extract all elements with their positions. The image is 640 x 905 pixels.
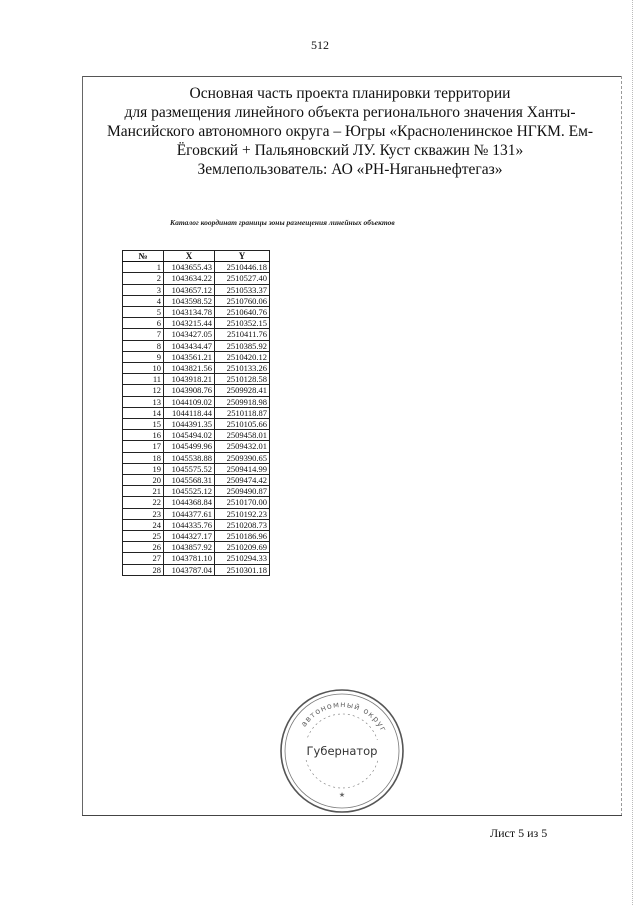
cell-number: 6 xyxy=(123,318,164,329)
table-row xyxy=(123,486,270,497)
cell-number: 18 xyxy=(123,452,164,463)
table-row xyxy=(123,508,270,519)
cell-x: 1043655.43 xyxy=(164,262,215,273)
table-row xyxy=(123,307,270,318)
column-header-number: № xyxy=(123,251,164,262)
page-number: 512 xyxy=(311,38,329,52)
seal-center-text: Губернатор xyxy=(306,744,378,758)
table-row xyxy=(123,340,270,351)
cell-x: 1045525.12 xyxy=(164,486,215,497)
cell-x: 1045494.02 xyxy=(164,430,215,441)
table-row xyxy=(123,407,270,418)
cell-y: 2509928.41 xyxy=(215,385,270,396)
cell-y: 2510411.76 xyxy=(215,329,270,340)
coordinates-table-body xyxy=(123,262,270,576)
cell-number: 25 xyxy=(123,531,164,542)
table-row xyxy=(123,430,270,441)
cell-x: 1044335.76 xyxy=(164,519,215,530)
cell-number: 9 xyxy=(123,351,164,362)
cell-number: 2 xyxy=(123,273,164,284)
cell-x: 1043908.76 xyxy=(164,385,215,396)
cell-y: 2510301.18 xyxy=(215,564,270,575)
catalog-caption: Каталог координат границы зоны размещения линейных объектов xyxy=(170,218,395,227)
cell-x: 1044391.35 xyxy=(164,419,215,430)
cell-y: 2509474.42 xyxy=(215,475,270,486)
cell-y: 2510128.58 xyxy=(215,374,270,385)
table-row xyxy=(123,497,270,508)
table-row xyxy=(123,419,270,430)
cell-x: 1043787.04 xyxy=(164,564,215,575)
cell-number: 8 xyxy=(123,340,164,351)
cell-number: 10 xyxy=(123,363,164,374)
cell-x: 1044118.44 xyxy=(164,407,215,418)
cell-x: 1045538.88 xyxy=(164,452,215,463)
cell-y: 2510105.66 xyxy=(215,419,270,430)
cell-x: 1043918.21 xyxy=(164,374,215,385)
cell-y: 2510209.69 xyxy=(215,542,270,553)
title-line: Ёговский + Пальяновский ЛУ. Куст скважин № 131» xyxy=(176,142,524,159)
cell-x: 1044327.17 xyxy=(164,531,215,542)
cell-number: 28 xyxy=(123,564,164,575)
cell-x: 1044109.02 xyxy=(164,396,215,407)
table-row xyxy=(123,564,270,575)
cell-number: 20 xyxy=(123,475,164,486)
cell-y: 2510640.76 xyxy=(215,307,270,318)
coordinates-table xyxy=(122,250,270,576)
cell-y: 2509432.01 xyxy=(215,441,270,452)
frame-right-border xyxy=(621,76,622,816)
cell-x: 1043781.10 xyxy=(164,553,215,564)
cell-y: 2510208.73 xyxy=(215,519,270,530)
title-line: для размещения линейного объекта регионального значения Ханты- xyxy=(124,104,576,121)
title-line: Основная часть проекта планировки территории xyxy=(189,85,511,102)
cell-y: 2510385.92 xyxy=(215,340,270,351)
cell-x: 1045575.52 xyxy=(164,463,215,474)
cell-number: 16 xyxy=(123,430,164,441)
cell-number: 23 xyxy=(123,508,164,519)
cell-number: 7 xyxy=(123,329,164,340)
cell-number: 27 xyxy=(123,553,164,564)
cell-y: 2509490.87 xyxy=(215,486,270,497)
table-row xyxy=(123,329,270,340)
frame-left-border xyxy=(82,76,83,816)
svg-text:★: ★ xyxy=(338,791,346,799)
cell-y: 2510294.33 xyxy=(215,553,270,564)
cell-number: 24 xyxy=(123,519,164,530)
seal-ring-text: автономный округ xyxy=(299,699,389,734)
cell-y: 2510186.96 xyxy=(215,531,270,542)
cell-y: 2510192.23 xyxy=(215,508,270,519)
cell-x: 1043434.47 xyxy=(164,340,215,351)
cell-y: 2510133.26 xyxy=(215,363,270,374)
seal-icon xyxy=(278,687,406,815)
cell-number: 22 xyxy=(123,497,164,508)
document-title xyxy=(100,84,600,179)
cell-y: 2509918.98 xyxy=(215,396,270,407)
cell-number: 11 xyxy=(123,374,164,385)
table-row xyxy=(123,463,270,474)
cell-number: 21 xyxy=(123,486,164,497)
table-row xyxy=(123,284,270,295)
cell-number: 4 xyxy=(123,295,164,306)
cell-y: 2510527.40 xyxy=(215,273,270,284)
cell-x: 1043821.56 xyxy=(164,363,215,374)
cell-number: 26 xyxy=(123,542,164,553)
table-row xyxy=(123,519,270,530)
land-user-line: Землепользователь: АО «РН-Няганьнефтегаз» xyxy=(197,161,503,178)
frame-top-border xyxy=(82,76,622,77)
cell-y: 2509390.65 xyxy=(215,452,270,463)
page-edge-mark xyxy=(632,0,633,905)
cell-x: 1043598.52 xyxy=(164,295,215,306)
table-row xyxy=(123,396,270,407)
cell-number: 17 xyxy=(123,441,164,452)
table-row xyxy=(123,351,270,362)
column-header-y: Y xyxy=(215,251,270,262)
cell-y: 2509414.99 xyxy=(215,463,270,474)
cell-x: 1045568.31 xyxy=(164,475,215,486)
cell-number: 5 xyxy=(123,307,164,318)
cell-number: 3 xyxy=(123,284,164,295)
cell-number: 19 xyxy=(123,463,164,474)
table-row xyxy=(123,273,270,284)
cell-number: 14 xyxy=(123,407,164,418)
table-row xyxy=(123,553,270,564)
cell-y: 2510446.18 xyxy=(215,262,270,273)
cell-number: 1 xyxy=(123,262,164,273)
table-row xyxy=(123,318,270,329)
cell-y: 2510760.06 xyxy=(215,295,270,306)
cell-x: 1043215.44 xyxy=(164,318,215,329)
cell-x: 1043134.78 xyxy=(164,307,215,318)
cell-y: 2510420.12 xyxy=(215,351,270,362)
cell-y: 2510533.37 xyxy=(215,284,270,295)
cell-x: 1044368.84 xyxy=(164,497,215,508)
cell-x: 1043561.21 xyxy=(164,351,215,362)
cell-number: 13 xyxy=(123,396,164,407)
table-header-row xyxy=(123,251,270,262)
table-row xyxy=(123,531,270,542)
table-row xyxy=(123,452,270,463)
table-row xyxy=(123,363,270,374)
cell-number: 15 xyxy=(123,419,164,430)
cell-x: 1043657.12 xyxy=(164,284,215,295)
governor-seal xyxy=(278,687,406,815)
table-row xyxy=(123,262,270,273)
cell-x: 1043634.22 xyxy=(164,273,215,284)
table-row xyxy=(123,385,270,396)
table-row xyxy=(123,542,270,553)
cell-x: 1044377.61 xyxy=(164,508,215,519)
cell-y: 2510118.87 xyxy=(215,407,270,418)
cell-y: 2509458.01 xyxy=(215,430,270,441)
frame-bottom-border xyxy=(82,815,622,816)
title-line: Мансийского автономного округа – Югры «Красноленинское НГКМ. Ем- xyxy=(106,123,594,140)
table-row xyxy=(123,441,270,452)
sheet-label: Лист 5 из 5 xyxy=(490,826,548,840)
table-row xyxy=(123,475,270,486)
cell-number: 12 xyxy=(123,385,164,396)
table-row xyxy=(123,374,270,385)
column-header-x: X xyxy=(164,251,215,262)
cell-x: 1043857.92 xyxy=(164,542,215,553)
cell-x: 1045499.96 xyxy=(164,441,215,452)
table-row xyxy=(123,295,270,306)
cell-y: 2510352.15 xyxy=(215,318,270,329)
cell-y: 2510170.00 xyxy=(215,497,270,508)
cell-x: 1043427.05 xyxy=(164,329,215,340)
